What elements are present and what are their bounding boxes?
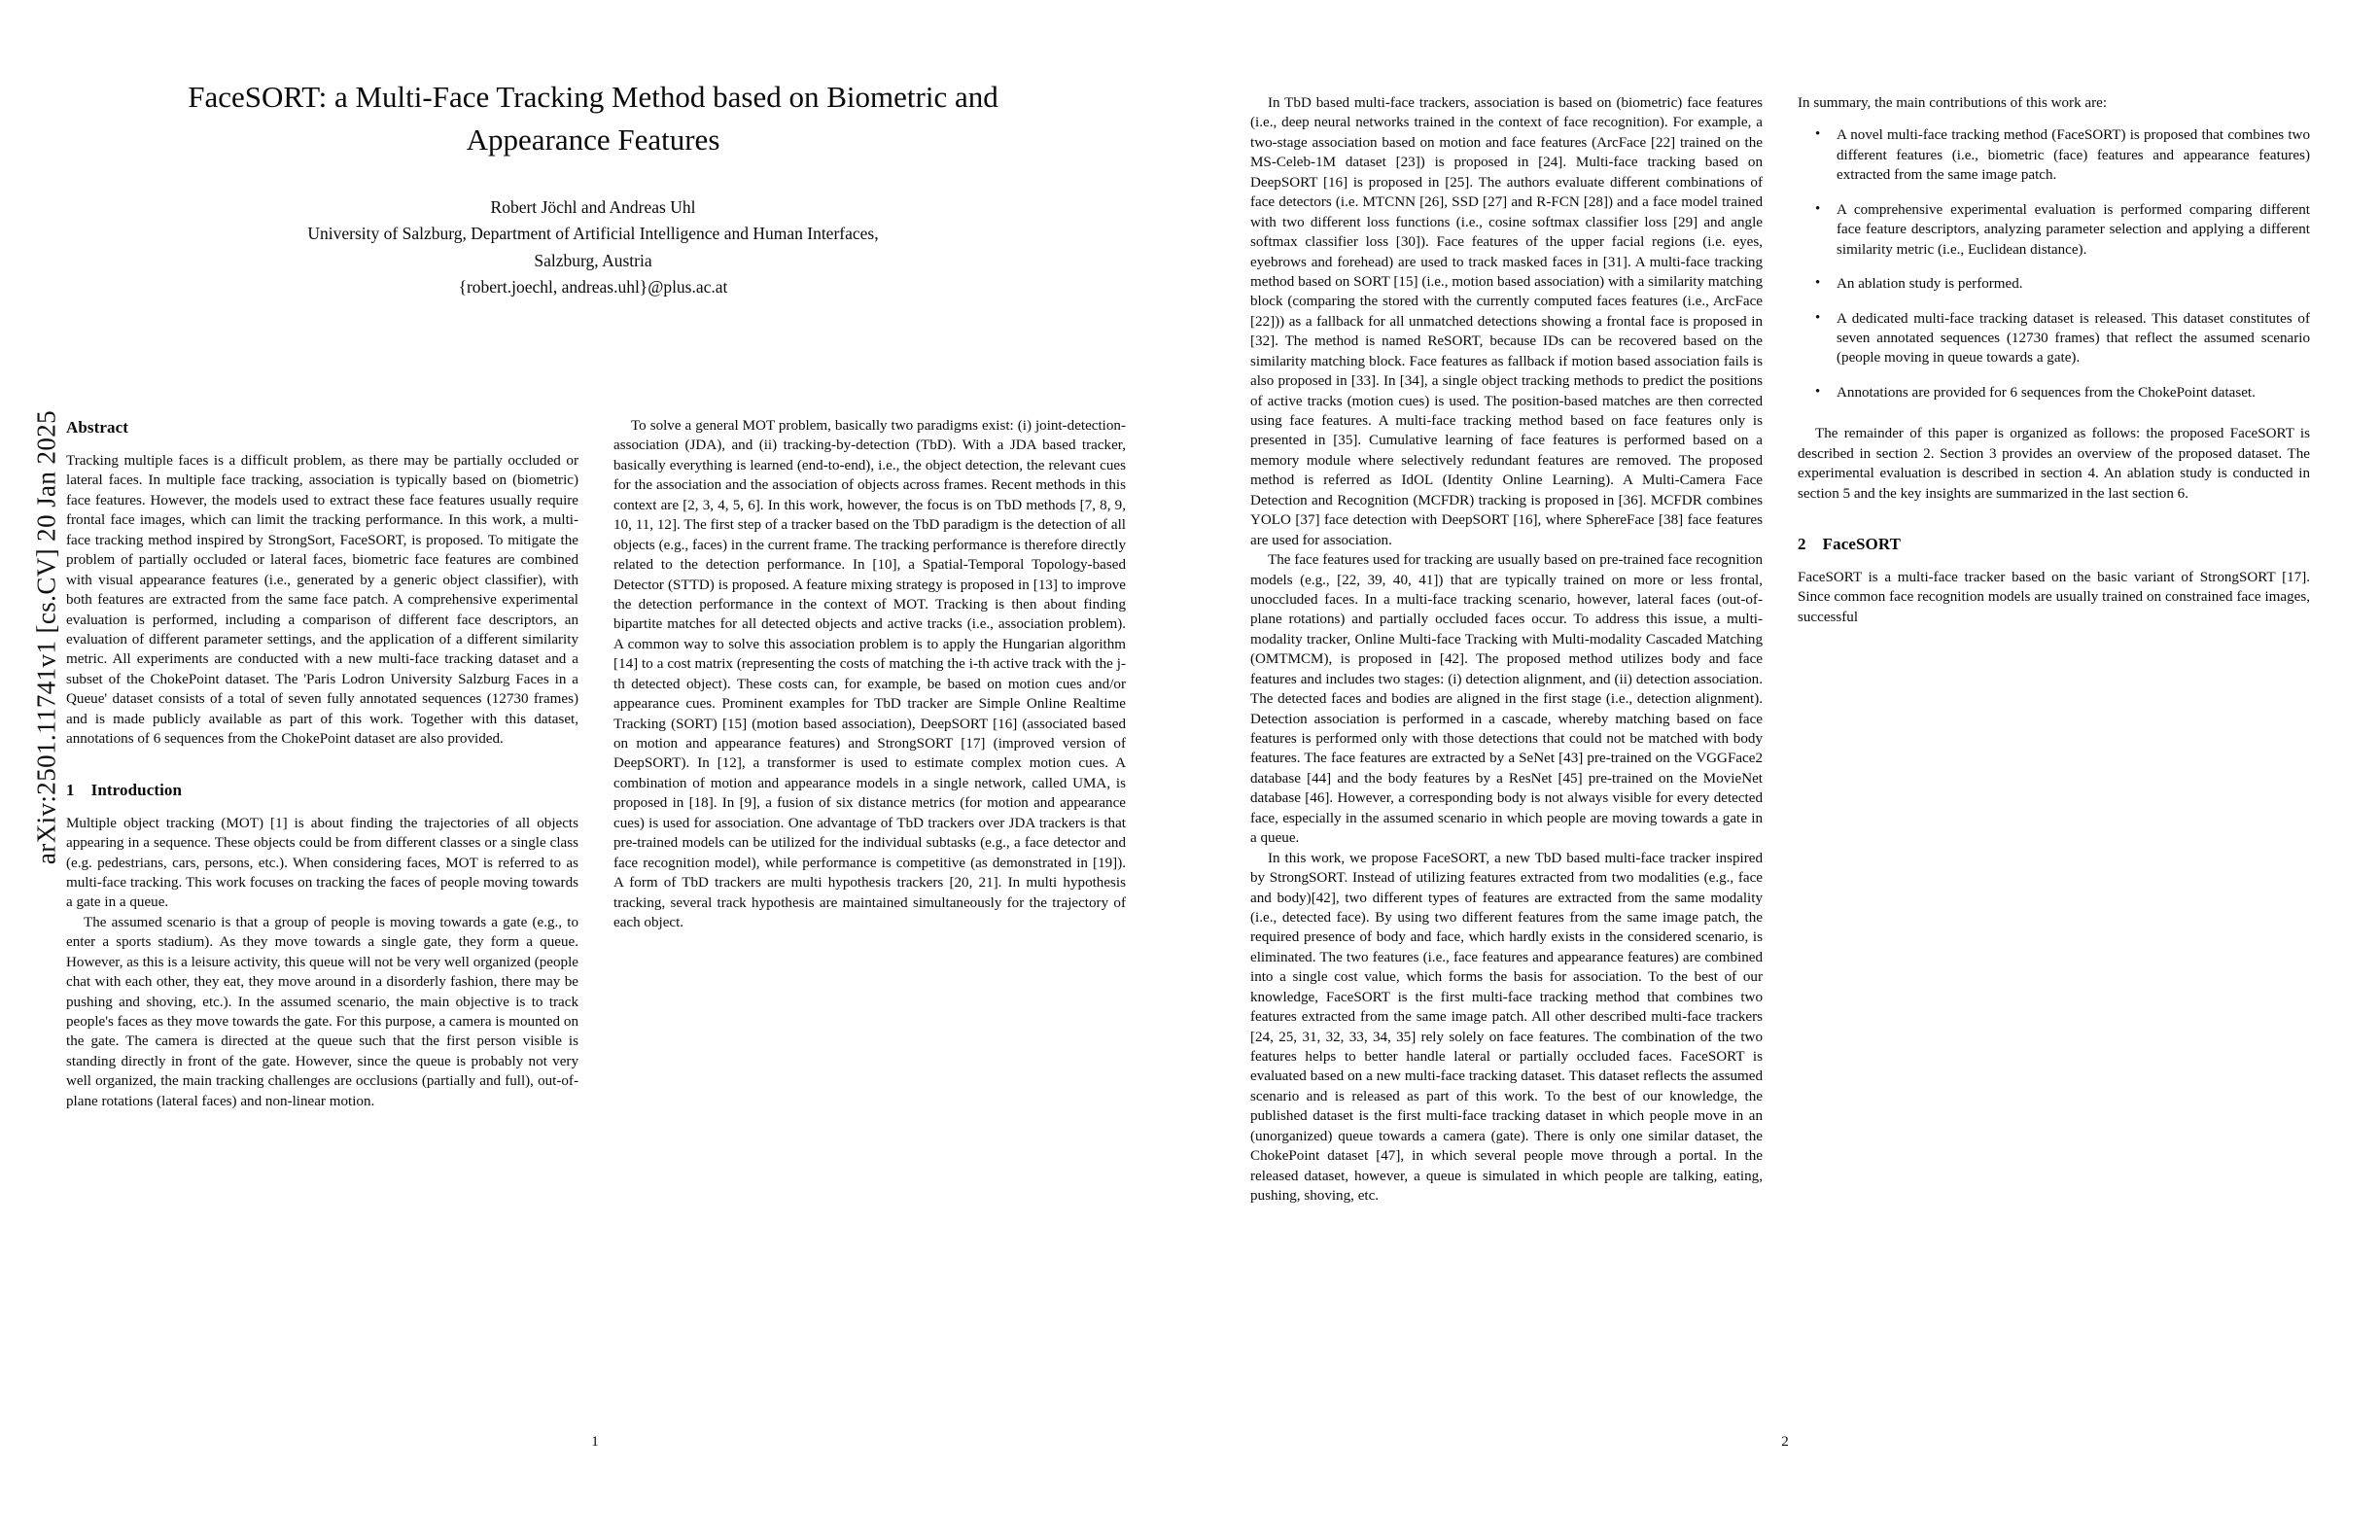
page-2-column-left	[1250, 93, 1763, 1207]
title-block	[136, 76, 1050, 300]
author-names: Robert Jöchl and Andreas Uhl	[490, 197, 696, 218]
section-title: FaceSORT	[1822, 535, 1902, 553]
paper-organization-paragraph: The remainder of this paper is organized as follows: the proposed FaceSORT is described in section 2. Section 3 provides an overview of the proposed dataset. The experimental evaluation is described in section 4. An ablation study is conducted in section 5 and the key insights are summarized in the last section 6.	[1798, 426, 2310, 502]
list-item: • Annotations are provided for 6 sequences from the ChokePoint dataset.	[1823, 383, 2310, 402]
list-item: • A novel multi-face tracking method (FaceSORT) is proposed that combines two different features (i.e., biometric (face) features and appearance features) extracted from the same image patch.	[1823, 125, 2310, 185]
related-work-paragraph-1: In TbD based multi-face trackers, association is based on (biometric) face features (i.e., deep neural networks trained in the context of face recognition). For example, a two-stage association based on motion and face features (ArcFace [22] trained on the MS-Celeb-1M dataset [23]) is proposed in [24]. Multi-face tracking based on DeepSORT [16] is proposed in [25]. The authors evaluate different combinations of face detectors (i.e. MTCNN [26], SSD [27] and R-FCN [28]) and a face model trained with two different loss functions (i.e., cosine softmax classifier loss [29] and angle softmax classifier loss [30]). Face features of the upper facial regions (i.e. eyes, eyebrows and forehead) are used to track masked faces in [31]. A multi-face tracking method based on SORT [15] (i.e., motion based association) with a similarity matching block (comparing the stored with the currently computed faces features (i.e., ArcFace [22])) as a fallback for all unmatched detections showing a frontal face is proposed in [32]. The method is named ReSORT, because IDs can be recovered based on the similarity matching block. Face features as fallback if motion based association fails is also proposed in [33]. In [34], a single object tracking methods to predict the positions of active tracks (motion cues) is used. The position-based matches are then corrected using face features. A multi-face tracking method based on face features only is presented in [35]. Cumulative learning of face features is performed based on a memory module where selectively redundant features are removed. The proposed method is referred as IdOL (Identity Online Learning). A Multi-Camera Face Detection and Recognition (MCFDR) tracking is proposed in [36]. MCFDR combines YOLO [37] face detection with DeepSORT [16], where SphereFace [38] face features are used for association.	[1250, 95, 1763, 548]
page-1-columns	[66, 416, 1126, 1111]
page-2-columns	[1250, 93, 2320, 1207]
page-2	[1190, 0, 2380, 1540]
intro-paragraph-2: The assumed scenario is that a group of people is moving towards a gate (e.g., to enter a sports stadium). As they move towards a single gate, they form a queue. However, as this is a leisure activity, this queue will not be very well organized (people chat with each other, they eat, they move around in a disorderly fashion, there may be pushing and shoving, etc.). In the assumed scenario, the main objective is to track people's faces as they move towards the gate. For this purpose, a camera is mounted on the gate. The camera is directed at the queue such that the first person visible is standing directly in front of the gate. However, since the queue is probably not very well organized, the main tracking challenges are occlusions (partially and full), out-of-plane rotations (lateral faces) and non-linear motion.	[66, 914, 578, 1109]
section-number: 1	[66, 780, 75, 799]
section-number: 2	[1798, 535, 1806, 553]
list-item: • An ablation study is performed.	[1823, 274, 2310, 294]
intro-paragraph-3: To solve a general MOT problem, basically two paradigms exist: (i) joint-detection-association (JDA), and (ii) tracking-by-detection (TbD). With a JDA based tracker, basically everything is learned (end-to-end), i.e., the object detection, the relevant cues for the association and the association of objects across frames. Recent methods in this context are [2, 3, 4, 5, 6]. In this work, however, the focus is on TbD methods [7, 8, 9, 10, 11, 12]. The first step of a tracker based on the TbD paradigm is the detection of all objects (e.g., faces) in the current frame. The tracking performance is therefore directly related to the detection performance. In [10], a Spatial-Temporal Topology-based Detector (STTD) is proposed. A feature mixing strategy is proposed in [13] to improve the detection performance in the context of MOT. Tracking is then about finding bipartite matches for all detected objects and active tracks (i.e., association problem). A common way to solve this association problem is to apply the Hungarian algorithm [14] to a cost matrix (representing the costs of matching the i-th active track with the j-th detected object). These costs can, for example, be based on motion cues and/or appearance cues. Prominent examples for TbD tracker are Simple Online Realtime Tracking (SORT) [15] (motion based association), DeepSORT [16] (associated based on motion and appearance features) and StrongSORT [17] (improved version of DeepSORT). In [12], a transformer is used to estimate complex motion cues. A combination of motion and appearance models in a single network, called UMA, is proposed in [18]. In [9], a fusion of six distance metrics (for motion and appearance cues) is used for association. One advantage of TbD trackers over JDA trackers is that pre-trained models can be utilized for the individual subtasks (e.g., a face detector and face recognition model), while performance is competitive (as demonstrated in [19]). A form of TbD trackers are multi hypothesis trackers [20, 21]. In multi hypothesis tracking, several track hypothesis are maintained simultaneously for the trajectory of each object.	[613, 418, 1126, 930]
author-affiliation: University of Salzburg, Department of Artificial Intelligence and Human Interfaces,	[307, 224, 879, 244]
page-number-2: 2	[1781, 1434, 1789, 1450]
page-number-1: 1	[591, 1434, 599, 1450]
arxiv-stamp: arXiv:2501.11741v1 [cs.CV] 20 Jan 2025	[31, 409, 61, 865]
abstract-body: Tracking multiple faces is a difficult problem, as there may be partially occluded or lateral faces. In multiple face tracking, association is typically based on (biometric) face features. However, the models used to extract these face features usually require frontal face images, which can limit the tracking performance. In this work, a multi-face tracking method inspired by StrongSort, FaceSORT, is proposed. To mitigate the problem of partially occluded or lateral faces, biometric face features are combined with visual appearance features (i.e., generated by a generic object classifier), with both features are extracted from the same face patch. A comprehensive experimental evaluation is performed, including a comparison of different face descriptors, an evaluation of different parameter settings, and the application of a different similarity metric. All experiments are conducted with a new multi-face tracking dataset and a subset of the ChokePoint dataset. The 'Paris Lodron University Salzburg Faces in a Queue' dataset consists of a total of seven fully annotated sequences (12730 frames) and is made publicly available as part of this work. Together with this dataset, annotations of 6 sequences from the ChokePoint dataset are also provided.	[66, 453, 578, 748]
related-work-paragraph-3: In this work, we propose FaceSORT, a new TbD based multi-face tracker inspired by StrongSORT. Instead of utilizing features extracted from two modalities (e.g., face and body)[42], two different types of features are extracted from the same modality (i.e., detected face). By using two different features from the same image patch, the required presence of body and face, which hardly exists in the considered scenario, is eliminated. The two features (i.e., face features and appearance features) are combined into a single cost value, which forms the basis for association. To the best of our knowledge, FaceSORT is the first multi-face tracking method that combines two features extracted from the same image patch. All other described multi-face trackers [24, 25, 31, 32, 33, 34, 35] rely solely on face features. The combination of the two features helps to better handle lateral or partially occluded faces. FaceSORT is evaluated based on a new multi-face tracking dataset. This dataset reflects the assumed scenario and is released as part of this work. To the best of our knowledge, the published dataset is the first multi-face tracking dataset in which people move in an (unorganized) queue towards a camera (gate). There is only one similar dataset, the ChokePoint dataset [47], in which several people move through a portal. In the released dataset, however, a queue is simulated in which people are talking, eating, pushing, shoving, etc.	[1250, 850, 1763, 1205]
section-heading-facesort	[1798, 533, 2310, 555]
page-1-column-right	[613, 416, 1126, 1111]
list-item: • A comprehensive experimental evaluation is performed comparing different face feature descriptors, analyzing parameter selection and applying a different similarity metric (i.e., Euclidean distance).	[1823, 200, 2310, 260]
page-1-column-left	[66, 416, 578, 1111]
intro-paragraph-1: Multiple object tracking (MOT) [1] is about finding the trajectories of all objects appearing in a sequence. These objects could be from different classes or a single class (e.g. pedestrians, cars, persons, etc.). When considering faces, MOT is referred to as multi-face tracking. This work focuses on tracking the faces of people moving towards a gate in a queue.	[66, 815, 578, 911]
list-item: • A dedicated multi-face tracking dataset is released. This dataset constitutes of seven annotated sequences (12730 frames) that reflect the assumed scenario (people moving in queue towards a gate).	[1823, 309, 2310, 368]
author-email: {robert.joechl, andreas.uhl}@plus.ac.at	[458, 276, 728, 297]
contributions-list	[1798, 125, 2310, 402]
abstract-heading: Abstract	[66, 418, 129, 437]
page-title: FaceSORT: a Multi-Face Tracking Method based on Biometric and Appearance Features	[188, 80, 998, 158]
section-title: Introduction	[90, 780, 183, 799]
page-2-column-right	[1798, 93, 2310, 1207]
contributions-lead-in: In summary, the main contributions of this work are:	[1798, 95, 2108, 111]
author-block	[136, 194, 1050, 300]
facesort-body: FaceSORT is a multi-face tracker based on the basic variant of StrongSORT [17]. Since common face recognition models are usually trained on constrained face images, successful	[1798, 570, 2310, 625]
related-work-paragraph-2: The face features used for tracking are usually based on pre-trained face recognition models (e.g., [22, 39, 40, 41]) that are typically trained on more or less frontal, unoccluded faces. In a multi-face tracking scenario, however, lateral faces (out-of-plane rotations) and partially occluded faces occur. To address this issue, a multi-modality tracker, Online Multi-face Tracking with Multi-modality Cascaded Matching (OMTMCM), is proposed in [42]. The proposed method utilizes body and face features and includes two stages: (i) detection alignment, and (ii) detection association. The detected faces and bodies are aligned in the first stage (i.e., detection alignment). Detection association is performed in a cascade, whereby matching based on face features is performed only with those detections that could not be matched with body features. The face features are extracted by a SeNet [43] pre-trained on the VGGFace2 database [44] and the body features by a ResNet [45] pre-trained on the MovieNet database [46]. However, a corresponding body is not always visible for every detected face, especially in the assumed scenario in which people are moving towards a gate in a queue.	[1250, 552, 1763, 847]
section-heading-introduction	[66, 779, 578, 801]
author-city: Salzburg, Austria	[534, 250, 652, 270]
